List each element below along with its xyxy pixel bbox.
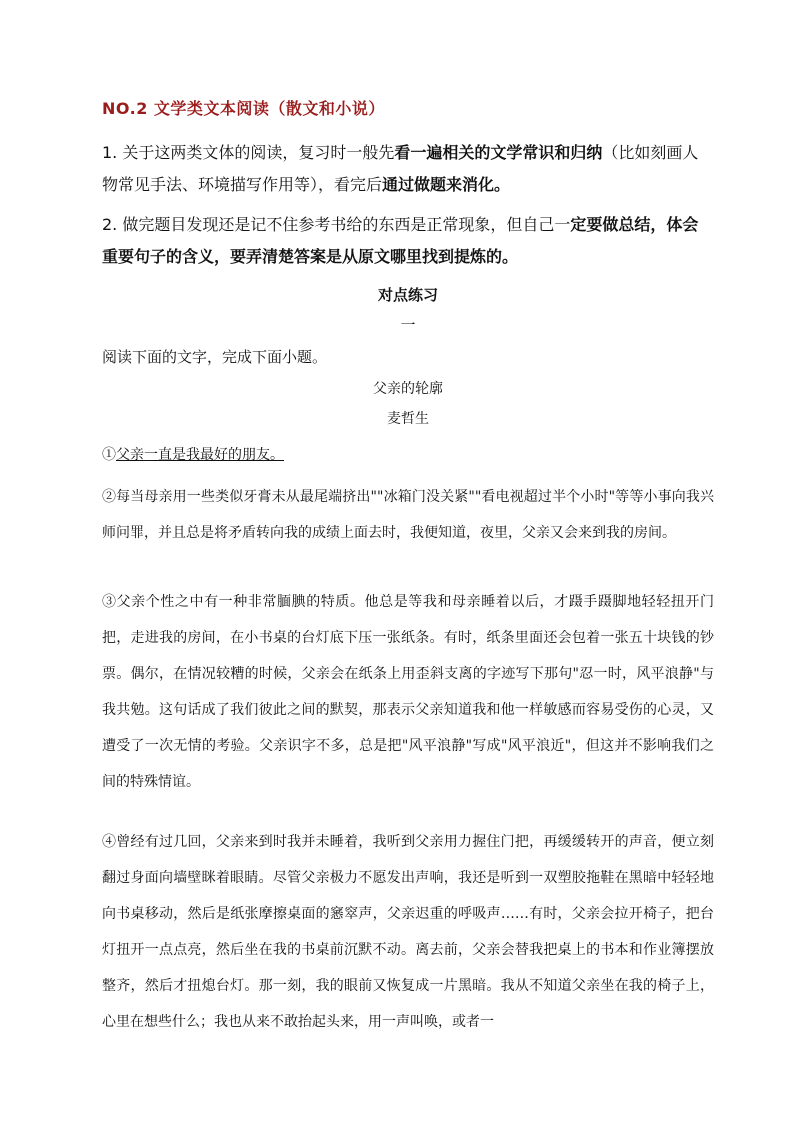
practice-number: 一 (400, 316, 416, 334)
section-title: NO.2 文学类文本阅读（散文和小说） (102, 99, 385, 118)
story-title: 父亲的轮廓 (373, 381, 443, 397)
paragraph-number: ① (102, 447, 116, 463)
tip-1-text-b: （比如刻画人物常见手法、环境描写作用等），看完后 (102, 143, 699, 194)
tip-paragraph-1 (102, 137, 714, 201)
underlined-sentence: 父亲一直是我最好的朋友。 (116, 447, 284, 463)
story-paragraph-2: ②每当母亲用一些类似牙膏未从最尾端挤出""冰箱门没关紧""看电视超过半个小时"等等小事向我兴师问罪，并且总是将矛盾转向我的成绩上面去时，我便知道，夜里，父亲又会来到我的房间。 (102, 489, 714, 541)
tip-1-emphasis-a: 看一遍相关的文学常识和归纳 (394, 143, 603, 162)
practice-title: 对点练习 (377, 286, 438, 304)
tip-1-emphasis-b: 通过做题来消化。 (382, 175, 511, 194)
tip-2-text-a: 2. 做完题目发现还是记不住参考书给的东西是正常现象，但自己一 (102, 215, 571, 234)
story-paragraph-1 (102, 437, 714, 473)
story-author: 麦哲生 (387, 411, 429, 427)
tip-1-text-a: 1. 关于这两类文体的阅读，复习时一般先 (102, 143, 395, 162)
practice-instruction: 阅读下面的文字，完成下面小题。 (102, 348, 328, 366)
story-paragraph-3: ③父亲个性之中有一种非常腼腆的特质。他总是等我和母亲睡着以后，才蹑手蹑脚地轻轻扭开门把，走进我的房间，在小书桌的台灯底下压一张纸条。有时，纸条里面还会包着一张五十块钱的钞票。偶尔，在情况较糟的时候，父亲会在纸条上用歪斜支离的字迹写下那句"忍一时，风平浪静"与我共勉。这句话成了我们彼此之间的默契，那表示父亲知道我和他一样敏感而容易受伤的心灵，又遭受了一次无情的考验。父亲识字不多，总是把"风平浪静"写成"风平浪近"，但这并不影响我们之间的特殊情谊。 (102, 594, 714, 790)
tip-2-emphasis: 定要做总结，体会重要句子的含义，要弄清楚答案是从原文哪里找到提炼的。 (102, 215, 699, 266)
tip-paragraph-2 (102, 209, 714, 273)
story-paragraph-4: ④曾经有过几回，父亲来到时我并未睡着，我听到父亲用力握住门把，再缓缓转开的声音，便立刻翻过身面向墙壁眯着眼睛。尽管父亲极力不愿发出声响，我还是听到一双塑胶拖鞋在黑暗中轻轻地向书桌移动，然后是纸张摩擦桌面的窸窣声，父亲迟重的呼吸声……有时，父亲会拉开椅子，把台灯扭开一点点亮，然后坐在我的书桌前沉默不动。离去前，父亲会替我把桌上的书本和作业簿摆放整齐，然后才扭熄台灯。那一刻，我的眼前又恢复成一片黑暗。我从不知道父亲坐在我的椅子上，心里在想些什么；我也从来不敢抬起头来，用一声叫唤，或者一 (102, 834, 714, 1030)
